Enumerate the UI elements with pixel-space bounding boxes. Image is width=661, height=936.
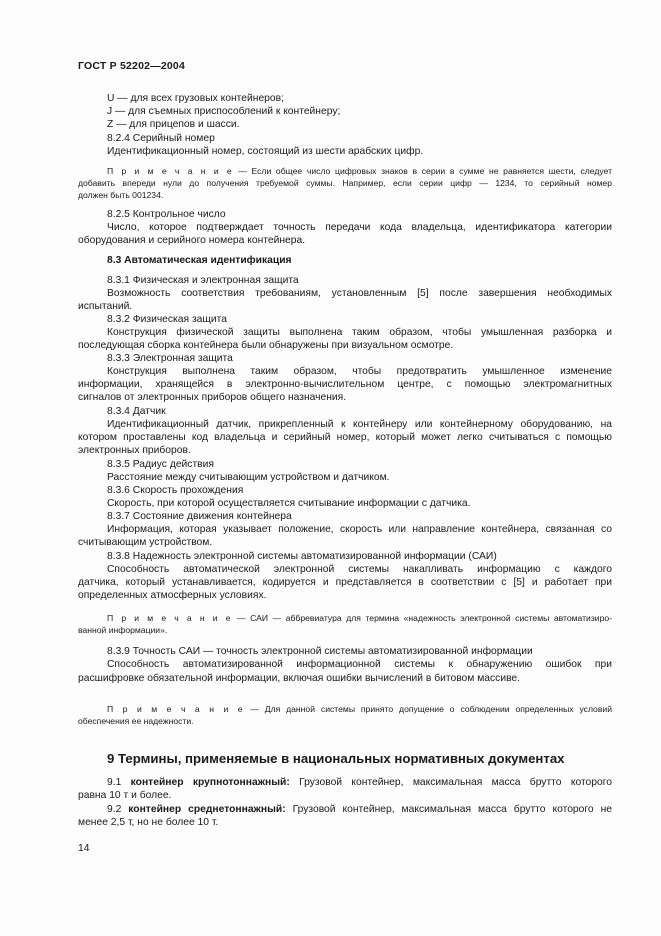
section-8-3-2-line-1: Конструкция физической защиты выполнена таким образом, чтобы умышленная разборка и	[107, 327, 612, 338]
section-8-3-3-line-2: информации, хранящейся в электронно-вычислительном центре, с помощью электромагнитных	[78, 379, 612, 390]
section-8-3-8-line-1: Способность автоматической электронной системы накапливать информацию с каждого	[107, 564, 612, 575]
section-8-3-2-title: 8.3.2 Физическая защита	[107, 314, 227, 325]
section-9-2-line-2: менее 2,5 т, но не более 10 т.	[78, 817, 219, 828]
note-label: П р и м е ч а н и е	[107, 613, 233, 623]
note-text: — Для данной системы принято допущение о соблюдении определенных условий	[250, 704, 613, 714]
section-8-2-4-text: Идентификационный номер, состоящий из шести арабских цифр.	[107, 146, 424, 157]
section-8-3-9-line-2: расшифровке обязательной информации, включая ошибки вычислений в битовом массиве.	[78, 673, 521, 684]
section-8-2-4-title: 8.2.4 Серийный номер	[107, 133, 215, 144]
list-item-j: J — для съемных приспособлений к контейнеру;	[107, 106, 341, 117]
note-1-line-1	[107, 166, 612, 177]
section-8-3-5-title: 8.3.5 Радиус действия	[107, 459, 214, 470]
page-number: 14	[78, 843, 90, 854]
section-8-3-9-title: 8.3.9 Точность САИ — точность электронной системы автоматизированной информации	[107, 646, 533, 657]
section-8-3-8-line-3: определенных атмосферных условиях.	[78, 590, 267, 601]
section-9-heading: 9 Термины, применяемые в национальных нормативных документах	[107, 751, 565, 766]
term-name: контейнер крупнотоннажный:	[130, 777, 290, 788]
note-2-line-2: ванной информации».	[78, 625, 168, 635]
note-2-line-1	[107, 613, 612, 624]
term-definition: Грузовой контейнер, максимальная масса брутто которого не	[285, 804, 612, 815]
note-1-line-3: должен быть 001234.	[78, 190, 164, 200]
list-item-u: U — для всех грузовых контейнеров;	[107, 93, 284, 104]
section-8-3-5-text: Расстояние между считывающим устройством и датчиком.	[107, 472, 390, 483]
section-8-3-9-line-1: Способность автоматизированной информационной системы к обнаружению ошибок при	[107, 659, 612, 670]
section-8-3-4-line-1: Идентификационный датчик, прикрепленный к контейнеру или контейнерному оборудованию, на	[107, 419, 612, 430]
section-8-3-3-title: 8.3.3 Электронная защита	[107, 353, 233, 364]
section-8-2-5-title: 8.2.5 Контрольное число	[107, 209, 226, 220]
section-8-3-6-text: Скорость, при которой осуществляется считывание информации с датчика.	[107, 498, 471, 509]
section-8-3-1-line-2: испытаний.	[78, 301, 133, 312]
section-8-2-5-line-1: Число, которое подтверждает точность передачи кода владельца, идентификатора категории	[107, 222, 612, 233]
section-8-3-7-title: 8.3.7 Состояние движения контейнера	[107, 511, 292, 522]
list-item-z: Z — для прицепов и шасси.	[107, 119, 240, 130]
section-8-3-1-title: 8.3.1 Физическая и электронная защита	[107, 275, 299, 286]
section-8-3-8-line-2: датчика, который устанавливается, кодируется и представляется в соответствии с [5] и работает при	[78, 577, 612, 588]
section-8-3-8-title: 8.3.8 Надежность электронной системы автоматизированной информации (САИ)	[107, 551, 497, 562]
section-8-3-4-line-2: котором проставлены код владельца и серийный номер, который может легко считываться с помощью	[78, 432, 612, 443]
term-number: 9.2	[107, 804, 129, 815]
note-label: П р и м е ч а н и е	[107, 704, 245, 714]
standard-header: ГОСТ Р 52202—2004	[78, 60, 186, 72]
section-8-3-2-line-2: последующая сборка контейнера были обнаружены при визуальном осмотре.	[78, 340, 454, 351]
note-3-line-2: обеспечения ее надежности.	[78, 716, 194, 726]
section-8-3-3-line-1: Конструкция выполнена таким образом, чтобы предотвратить умышленное изменение	[107, 366, 612, 377]
note-text: — Если общее число цифровых знаков в серии в сумме не равняется шести, следует	[238, 166, 613, 176]
section-8-3-heading: 8.3 Автоматическая идентификация	[107, 255, 292, 266]
section-9-2-line-1	[107, 803, 612, 816]
note-label: П р и м е ч а н и е	[107, 166, 234, 176]
note-text: — САИ — аббревиатура для термина «надежность электронной системы автоматизиро-	[236, 613, 613, 623]
section-9-1-line-1	[107, 776, 612, 789]
section-8-2-5-line-2: оборудования и серийного номера контейнера.	[78, 235, 306, 246]
term-definition: Грузовой контейнер, максимальная масса брутто которого	[289, 777, 612, 788]
section-8-3-7-line-2: считывающим устройством.	[78, 537, 213, 548]
section-8-3-4-line-3: электронных приборов.	[78, 445, 191, 456]
note-3-line-1	[107, 704, 612, 715]
section-9-1-line-2: равна 10 т и более.	[78, 790, 172, 801]
section-8-3-1-line-1: Возможность соответствия требованиям, установленным [5] после завершения необходимых	[107, 288, 612, 299]
section-8-3-7-line-1: Информация, которая указывает положение, скорость или направление контейнера, связанная со	[107, 524, 612, 535]
section-8-3-3-line-3: сигналов от электронных приборов общего назначения.	[78, 392, 347, 403]
section-8-3-4-title: 8.3.4 Датчик	[107, 406, 166, 417]
section-8-3-6-title: 8.3.6 Скорость прохождения	[107, 485, 244, 496]
term-name: контейнер среднетоннажный:	[128, 804, 286, 815]
term-number: 9.1	[107, 777, 131, 788]
note-1-line-2: добавить впереди нули до получения требуемой суммы. Например, если серии цифр — 1234, то серийный номер	[78, 178, 612, 188]
